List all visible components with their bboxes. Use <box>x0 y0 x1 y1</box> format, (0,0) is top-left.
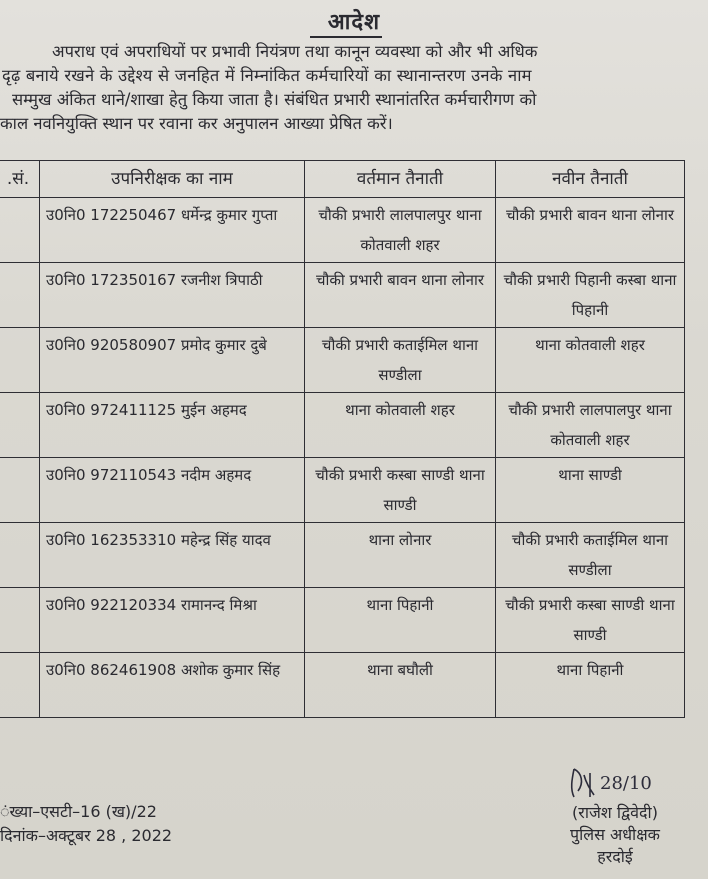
signatory-designation: पुलिस अधीक्षक <box>570 825 660 844</box>
table-row <box>0 328 685 393</box>
table-row <box>0 588 685 653</box>
new-posting-cell: चौकी प्रभारी बावन थाना लोनार <box>496 198 685 263</box>
header-current-posting: वर्तमान तैनाती <box>305 161 496 198</box>
paragraph-line: दृढ़ बनाये रखने के उद्देश्य से जनहित में निम्नांकित कर्मचारियों का स्थानान्तरण उनके नाम <box>2 66 532 85</box>
serial-cell <box>0 393 40 458</box>
current-posting-cell: थाना बघौली <box>305 653 496 718</box>
signatory-name: (राजेश द्विवेदी) <box>572 803 658 822</box>
name-cell: उ0नि0 922120334 रामानन्द मिश्रा <box>40 588 305 653</box>
current-posting-cell: चौकी प्रभारी कताईमिल थाना सण्डीला <box>305 328 496 393</box>
name-cell: उ0नि0 972411125 मुईन अहमद <box>40 393 305 458</box>
new-posting-cell: चौकी प्रभारी पिहानी कस्बा थाना पिहानी <box>496 263 685 328</box>
order-paragraph <box>0 40 700 136</box>
name-cell: उ0नि0 172350167 रजनीश त्रिपाठी <box>40 263 305 328</box>
current-posting-cell: चौकी प्रभारी कस्बा साण्डी थाना साण्डी <box>305 458 496 523</box>
table-row <box>0 653 685 718</box>
table-row <box>0 523 685 588</box>
current-posting-cell: चौकी प्रभारी लालपालपुर थाना कोतवाली शहर <box>305 198 496 263</box>
serial-cell <box>0 328 40 393</box>
table-row <box>0 263 685 328</box>
signatory-block <box>540 802 690 868</box>
document-title: आदेश <box>327 10 381 35</box>
current-posting-cell: थाना कोतवाली शहर <box>305 393 496 458</box>
name-cell: उ0नि0 172250467 धर्मेन्द्र कुमार गुप्ता <box>40 198 305 263</box>
header-serial: .सं. <box>0 161 40 198</box>
current-posting-cell: थाना पिहानी <box>305 588 496 653</box>
signatory-place: हरदोई <box>597 847 633 866</box>
name-cell: उ0नि0 972110543 नदीम अहमद <box>40 458 305 523</box>
serial-cell <box>0 198 40 263</box>
new-posting-cell: चौकी प्रभारी कस्बा साण्डी थाना साण्डी <box>496 588 685 653</box>
signature-date: 28/10 <box>600 773 652 794</box>
new-posting-cell: थाना पिहानी <box>496 653 685 718</box>
table-row <box>0 458 685 523</box>
paragraph-line: अपराध एवं अपराधियों पर प्रभावी नियंत्रण तथा कानून व्यवस्था को और भी अधिक <box>52 42 538 61</box>
current-posting-cell: चौकी प्रभारी बावन थाना लोनार <box>305 263 496 328</box>
order-date: दिनांक–अक्टूबर 28 , 2022 <box>0 826 173 845</box>
handwritten-signature <box>560 765 670 805</box>
header-name: उपनिरीक्षक का नाम <box>40 161 305 198</box>
paragraph-line: सम्मुख अंकित थाने/शाखा हेतु किया जाता है। संबंधित प्रभारी स्थानांतरित कर्मचारीगण को <box>12 90 537 109</box>
reference-number: ंख्या–एसटी–16 (ख)/22 <box>0 802 157 821</box>
new-posting-cell: थाना कोतवाली शहर <box>496 328 685 393</box>
order-reference <box>0 800 172 848</box>
serial-cell <box>0 588 40 653</box>
serial-cell <box>0 458 40 523</box>
new-posting-cell: चौकी प्रभारी कताईमिल थाना सण्डीला <box>496 523 685 588</box>
table-header-row <box>0 161 685 198</box>
title-underline <box>310 36 382 38</box>
table-row <box>0 198 685 263</box>
current-posting-cell: थाना लोनार <box>305 523 496 588</box>
transfer-table <box>0 160 685 718</box>
paragraph-line: काल नवनियुक्ति स्थान पर रवाना कर अनुपालन आख्या प्रेषित करें। <box>0 114 393 133</box>
serial-cell <box>0 653 40 718</box>
name-cell: उ0नि0 162353310 महेन्द्र सिंह यादव <box>40 523 305 588</box>
new-posting-cell: थाना साण्डी <box>496 458 685 523</box>
new-posting-cell: चौकी प्रभारी लालपालपुर थाना कोतवाली शहर <box>496 393 685 458</box>
name-cell: उ0नि0 862461908 अशोक कुमार सिंह <box>40 653 305 718</box>
header-new-posting: नवीन तैनाती <box>496 161 685 198</box>
serial-cell <box>0 263 40 328</box>
serial-cell <box>0 523 40 588</box>
name-cell: उ0नि0 920580907 प्रमोद कुमार दुबे <box>40 328 305 393</box>
table-row <box>0 393 685 458</box>
